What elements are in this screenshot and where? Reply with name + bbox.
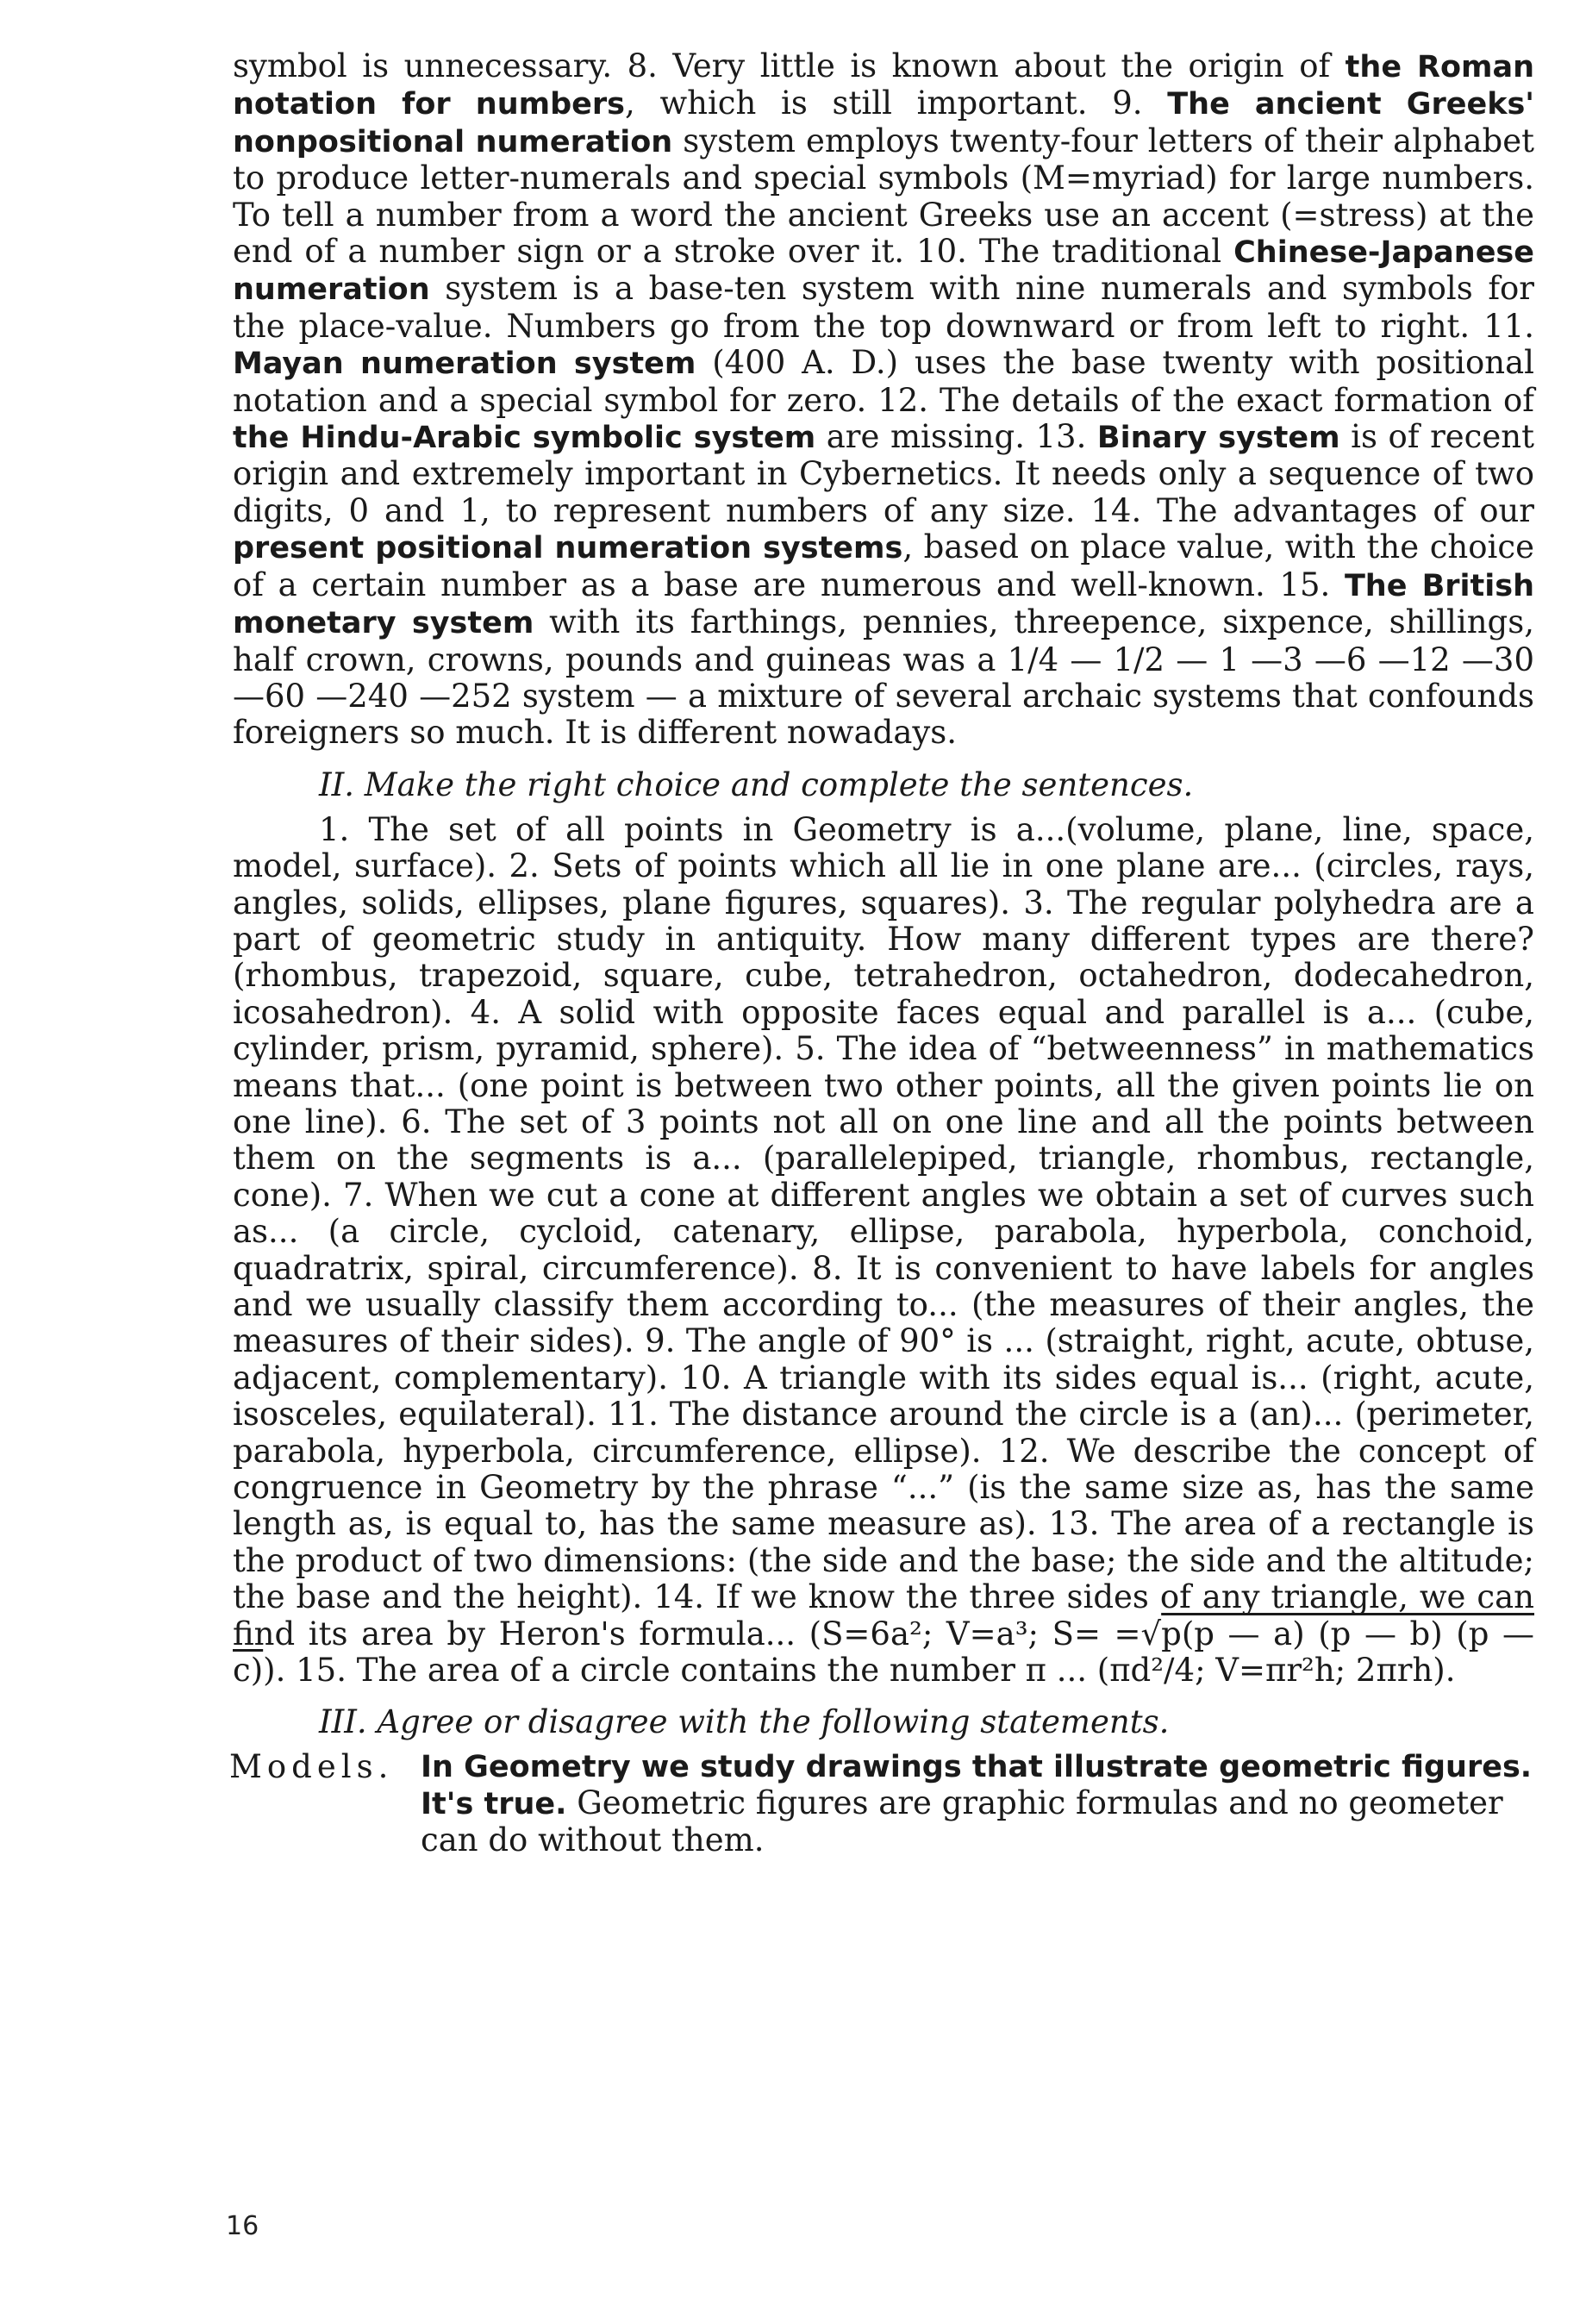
- text-fragment: symbol is unnecessary. 8. Very little is known about the origin of: [233, 47, 1346, 84]
- page-content: [229, 47, 1535, 1859]
- text-fragment: are missing. 13.: [815, 418, 1097, 456]
- text-fragment: , based on place value, with the choice of a certain number as a base are numerous and well-known. 15.: [233, 528, 1534, 603]
- models-block: [229, 1748, 1534, 1859]
- term-british-monetary: The British monetary system: [233, 568, 1534, 641]
- text-fragment: with its farthings, pennies, threepence, sixpence, shillings, half crown, crowns, pounds and guineas was a 1/4 — 1/2 — 1 —3 —6 —12 —30 —60 —240 —252 system — a mixture of several archaic systems that confounds foreigners so much. It is different nowadays.: [233, 603, 1534, 752]
- models-label: Models.: [229, 1748, 394, 1786]
- model-statement: In Geometry we study drawings that illustrate geometric figures.: [421, 1750, 1533, 1785]
- heron-radicand: p(p — a) (p — b) (p — c): [233, 1615, 1535, 1690]
- model-answer: [421, 1785, 1534, 1859]
- section2-heading: II. Make the right choice and complete the sentences.: [319, 765, 1194, 803]
- section3-heading: III. Agree or disagree with the following statements.: [319, 1703, 1170, 1741]
- term-roman-notation: the Roman notation for numbers: [233, 50, 1534, 122]
- text-fragment: (400 A. D.) uses the base twenty with positional notation and a special symbol for zero. 12. The details of the exact formation of: [233, 344, 1534, 419]
- term-binary: Binary system: [1096, 421, 1340, 456]
- truth-label: It's true.: [421, 1787, 567, 1822]
- term-chinese-japanese: Chinese-Japanese numeration: [233, 235, 1534, 308]
- section1-paragraph: [233, 48, 1534, 752]
- term-greek-numeration: The ancient Greeks' nonpositional numeration: [233, 87, 1535, 159]
- models-body: [421, 1749, 1534, 1859]
- text-fragment: , which is still important. 9.: [624, 84, 1168, 122]
- term-hindu-arabic: the Hindu-Arabic symbolic system: [233, 421, 816, 456]
- text-fragment: 1. The set of all points in Geometry is a...(volume, plane, line, space, model, surface). 2. Sets of points which all lie in one plane are... (circles, rays, angles, solids, ellipses, plane figures, squares). 3. The regular polyhedra are a part of geometric study in antiquity. How many different types are there? (rhombus, trapezoid, square, cube, tetrahedron, octahedron, dodecahedron, icosahedron). 4. A solid with opposite faces equal and parallel is a... (cube, cylinder, prism, pyramid, sphere). 5. The idea of “betweenness” in mathematics means that... (one point is between two other points, all the given points lie on one line). 6. The set of 3 points not all on one line and all the points between them on the segments is a... (parallelepiped, triangle, rhombus, rectangle, cone). 7. When we cut a cone at different angles we obtain a set of curves such as... (a circle, cycloid, catenary, ellipse, parabola, hyperbola, conchoid, quadratrix, spiral, circumference). 8. It is convenient to have labels for angles and we usually classify them according to... (the measures of their angles, the measures of their sides). 9. The angle of 90° is ... (straight, right, acute, obtuse, adjacent, complementary). 10. A triangle with its sides equal is... (right, acute, isosceles, equilateral). 11. The distance around the circle is a (an)... (perimeter, parabola, hyperbola, circumference, ellipse). 12. We describe the concept of congruence in Geometry by the phrase “...” (is the same size as, has the same length as, is equal to, has the same measure as). 13. The area of a rectangle is the product of two dimensions: (the side and the base; the side and the altitude; the base and the height). 14. If we know the three sides of any triangle, we can find its area by Heron's formula... (S=6a²; V=a³; S= =√: [233, 810, 1534, 1652]
- text-fragment: system is a base-ten system with nine numerals and symbols for the place-value. Numbers go from the top downward or from left to right. 11.: [233, 270, 1534, 345]
- text-fragment: ). 15. The area of a circle contains the number π ... (πd²/4; V=πr²h; 2πrh).: [263, 1652, 1456, 1690]
- text-fragment: is of recent origin and extremely important in Cybernetics. It needs only a sequence of two digits, 0 and 1, to represent numbers of any size. 14. The advantages of our: [233, 418, 1534, 529]
- page-number: 16: [226, 2211, 259, 2241]
- text-fragment: system employs twenty-four letters of their alphabet to produce letter-numerals and special symbols (M=myriad) for large numbers. To tell a number from a word the ancient Greeks use an accent (=stress) at the end of a number sign or a stroke over it. 10. The traditional: [233, 122, 1534, 271]
- answer-text: Geometric figures are graphic formulas and no geometer can do without them.: [421, 1784, 1503, 1859]
- term-positional: present positional numeration systems: [233, 531, 903, 566]
- term-mayan: Mayan numeration system: [233, 347, 696, 382]
- section2-paragraph: [233, 812, 1534, 1690]
